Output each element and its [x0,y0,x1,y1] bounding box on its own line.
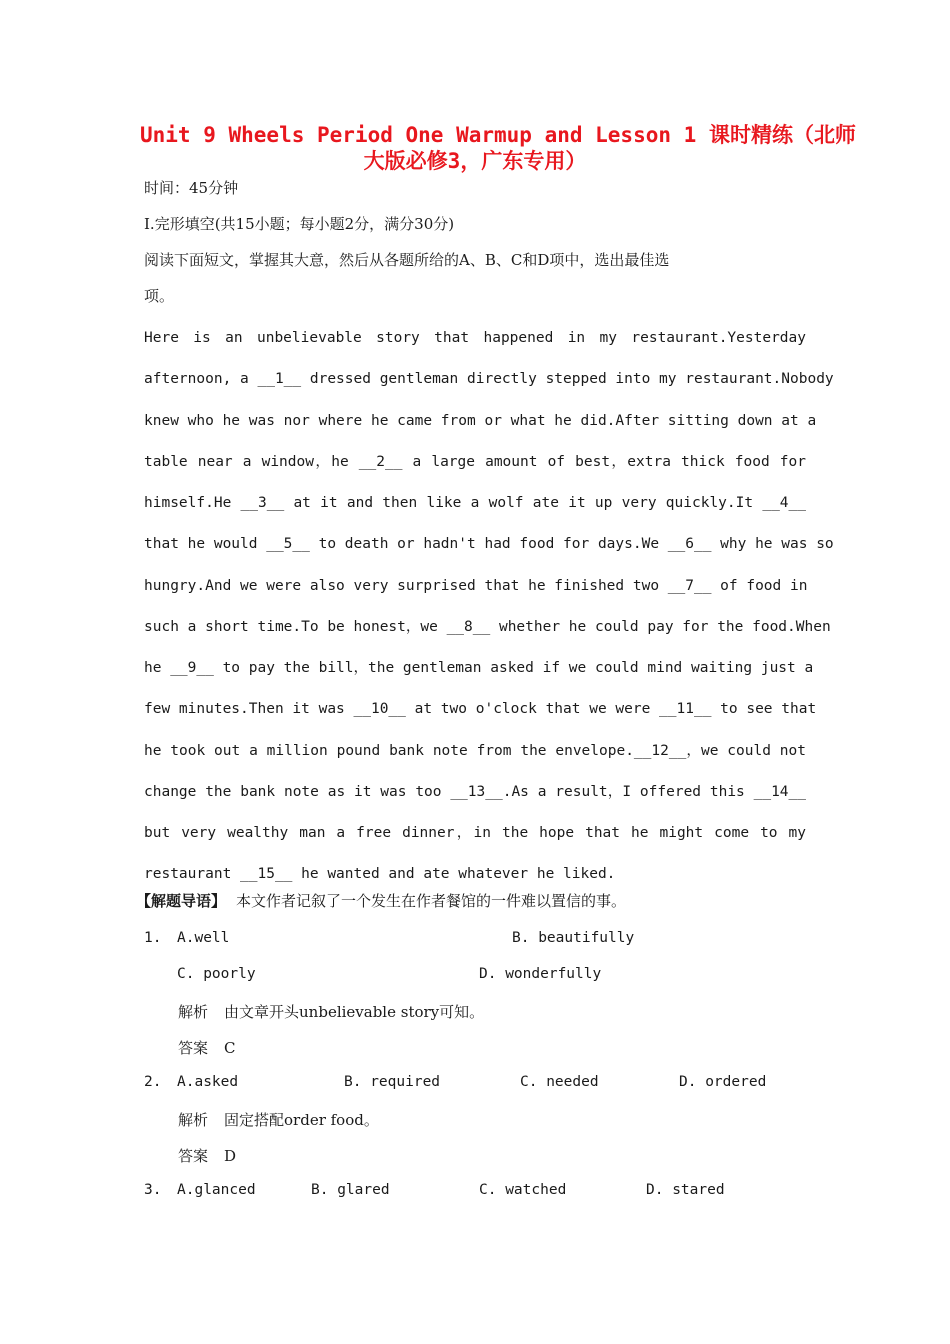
passage-line: change the bank note as it was too __13__.As a result，I offered this __14__ [144,783,806,800]
analysis-text: 固定搭配order food。 [224,1111,379,1129]
guide-text: 本文作者记叙了一个发生在作者餐馆的一件难以置信的事。 [236,892,627,910]
section-heading: Ⅰ.完形填空(共15小题；每小题2分，满分30分) [144,215,455,233]
answer [178,1037,236,1058]
passage-line: table near a window，he __2__ a large amount of best，extra thick food for [144,453,806,470]
analysis-label: 解析 [178,1111,209,1129]
solution-guide [136,890,626,911]
option-d: D. wonderfully [479,966,602,982]
question-number: 2. [144,1074,162,1090]
passage-line: few minutes.Then it was __10__ at two o'clock that we were __11__ to see that [144,701,817,718]
option-b: B. glared [311,1182,390,1198]
title-line-1: Unit 9 Wheels Period One Warmup and Lesson 1 课时精练（北师 [140,123,856,147]
instruction-line-2: 项。 [144,287,175,305]
answer [178,1145,236,1166]
analysis [178,1001,484,1022]
analysis [178,1109,379,1130]
passage-line: hungry.And we were also very surprised that he finished two __7__ of food in [144,577,808,594]
passage-line: himself.He __3__ at it and then like a wolf ate it up very quickly.It __4__ [144,495,806,511]
option-d: D. stared [646,1182,725,1198]
document-title [140,122,856,174]
option-c: C. poorly [177,966,256,982]
guide-label: 【解题导语】 [136,892,227,910]
analysis-label: 解析 [178,1003,209,1021]
time-limit: 时间：45分钟 [144,179,239,197]
option-b: B. beautifully [512,930,635,946]
cloze-passage [144,318,834,896]
passage-line: that he would __5__ to death or hadn't had food for days.We __6__ why he was so [144,536,834,553]
title-line-2: 大版必修3，广东专用） [363,149,587,173]
passage-line: but very wealthy man a free dinner，in the hope that he might come to my [144,825,806,841]
option-c: C. needed [520,1074,599,1090]
option-a: A.well [177,930,230,946]
option-c: C. watched [479,1182,567,1198]
answer-label: 答案 [178,1147,209,1165]
question-number: 1. [144,930,162,946]
instruction-line-1: 阅读下面短文，掌握其大意，然后从各题所给的A、B、C和D项中，选出最佳选 [144,251,670,269]
answer-value: C [224,1039,236,1057]
question-number: 3. [144,1182,162,1198]
passage-line: afternoon, a __1__ dressed gentleman directly stepped into my restaurant.Nobody [144,371,834,388]
answer-label: 答案 [178,1039,209,1057]
answer-value: D [224,1147,237,1165]
passage-line: such a short time.To be honest，we __8__ whether he could pay for the food.When [144,618,831,635]
option-a: A.glanced [177,1182,256,1198]
option-a: A.asked [177,1074,239,1090]
passage-line: Here is an unbelievable story that happened in my restaurant.Yesterday [144,330,806,346]
option-b: B. required [344,1074,441,1090]
passage-line: he __9__ to pay the bill，the gentleman asked if we could mind waiting just a [144,660,814,676]
analysis-text: 由文章开头unbelievable story可知。 [224,1003,485,1021]
passage-line: knew who he was nor where he came from or what he did.After sitting down at a [144,412,817,429]
passage-line: he took out a million pound bank note from the envelope.__12__，we could not [144,742,806,759]
option-d: D. ordered [679,1074,767,1090]
passage-line: restaurant __15__ he wanted and ate whatever he liked. [144,866,616,883]
